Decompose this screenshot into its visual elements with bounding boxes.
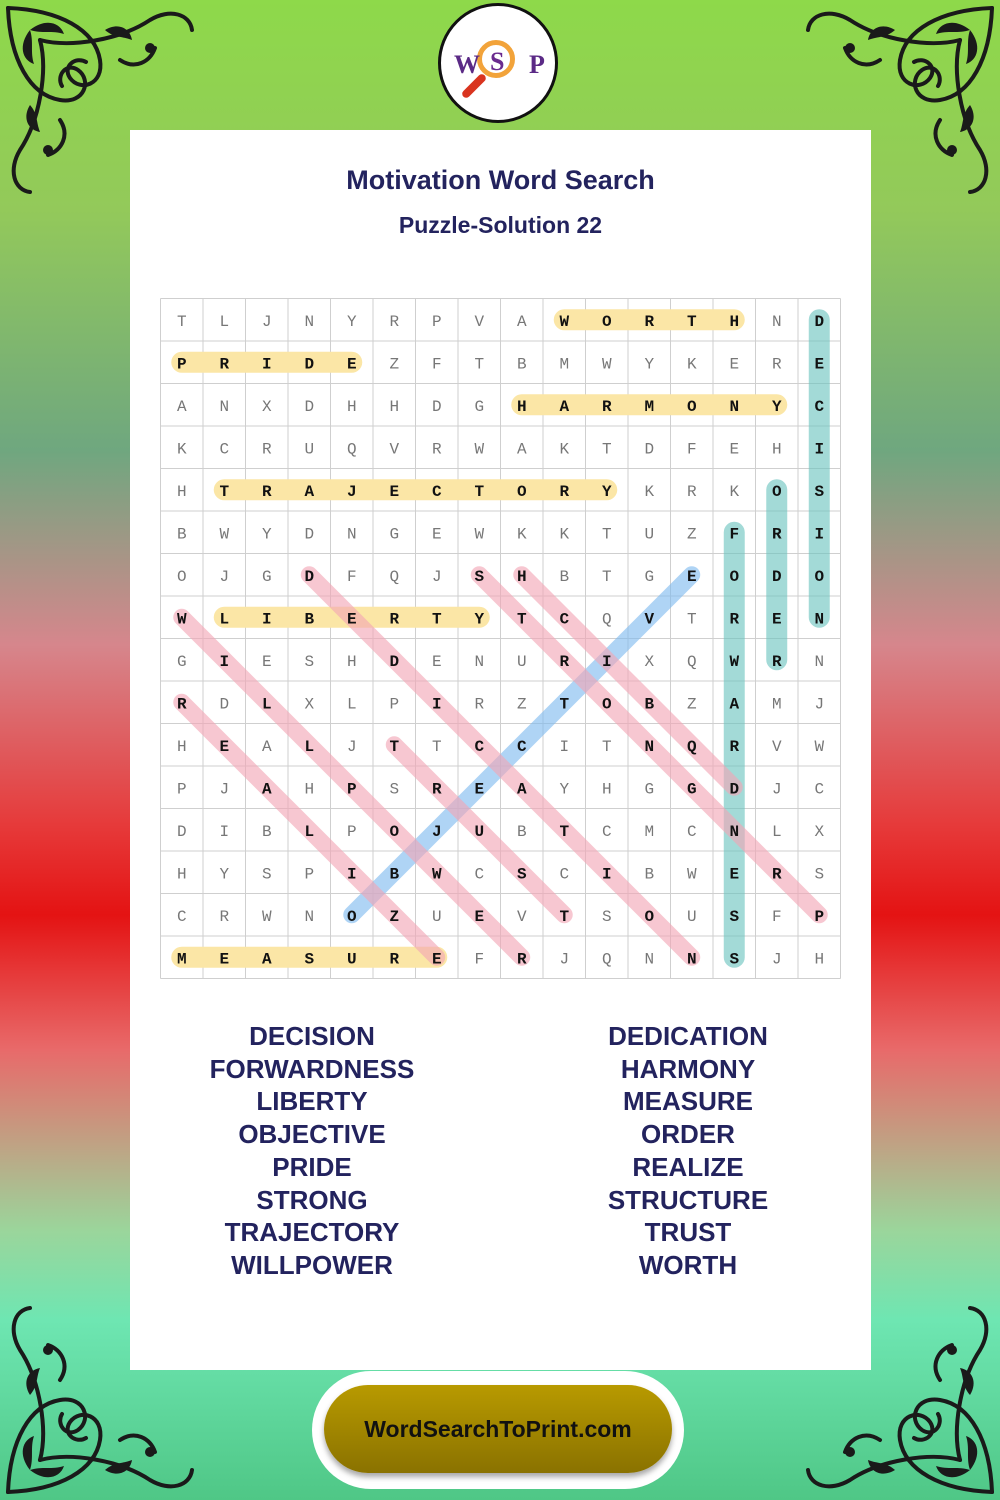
grid-cell-letter: E [771, 610, 782, 629]
grid-cell-letter: Z [516, 695, 527, 714]
grid-cell-letter: Q [601, 950, 612, 969]
grid-cell-letter: Y [346, 312, 357, 331]
grid-cell-letter: I [814, 525, 825, 544]
grid-cell-letter: N [771, 312, 782, 331]
grid-cell-letter: O [516, 482, 527, 501]
grid-cell-letter: Z [389, 355, 400, 374]
grid-cell-letter: G [176, 652, 187, 671]
grid-cell-letter: H [346, 397, 357, 416]
grid-cell-letter: X [261, 397, 272, 416]
grid-cell-letter: W [474, 440, 485, 459]
grid-cell-letter: R [261, 482, 272, 501]
grid-cell-letter: W [474, 525, 485, 544]
grid-cell-letter: T [559, 822, 570, 841]
grid-cell-letter: R [686, 482, 697, 501]
grid-cell-letter: E [431, 525, 442, 544]
grid-cell-letter: B [559, 567, 570, 586]
grid-cell-letter: F [771, 907, 782, 926]
grid-cell-letter: Z [389, 907, 400, 926]
grid-cell-letter: S [389, 780, 400, 799]
grid-cell-letter: O [346, 907, 357, 926]
logo-letter-w: W [454, 50, 480, 79]
grid-cell-letter: H [729, 312, 740, 331]
grid-cell-letter: P [176, 355, 187, 374]
grid-cell-letter: N [644, 737, 655, 756]
grid-cell-letter: T [559, 907, 570, 926]
grid-cell-letter: E [729, 865, 740, 884]
wsp-logo [438, 3, 558, 123]
grid-cell-letter: M [644, 822, 655, 841]
grid-cell-letter: T [559, 695, 570, 714]
word-list-left-item: FORWARDNESS [209, 1053, 415, 1084]
grid-cell-letter: J [219, 567, 230, 586]
grid-cell-letter: P [389, 695, 400, 714]
grid-cell-letter: A [261, 737, 272, 756]
grid-cell-letter: I [219, 652, 230, 671]
word-list-left-item: TRAJECTORY [224, 1217, 400, 1248]
grid-cell-letter: S [814, 482, 825, 501]
grid-cell-letter: S [814, 865, 825, 884]
grid-cell-letter: N [474, 652, 485, 671]
grid-cell-letter: T [516, 610, 527, 629]
grid-cell-letter: U [686, 907, 697, 926]
grid-cell-letter: R [261, 440, 272, 459]
grid-cell-letter: R [516, 950, 527, 969]
word-list-right-item: HARMONY [620, 1053, 756, 1084]
grid-cell-letter: D [644, 440, 655, 459]
grid-cell-letter: P [346, 780, 357, 799]
grid-cell-letter: B [304, 610, 315, 629]
grid-cell-letter: N [219, 397, 230, 416]
grid-cell-letter: V [771, 737, 782, 756]
grid-cell-letter: S [474, 567, 485, 586]
word-list-right-item: ORDER [641, 1119, 735, 1150]
grid-cell-letter: R [771, 355, 782, 374]
grid-cell-letter: R [559, 652, 570, 671]
grid-cell-letter: I [431, 695, 442, 714]
grid-cell-letter: P [176, 780, 187, 799]
grid-cell-letter: X [304, 695, 315, 714]
grid-cell-letter: S [516, 865, 527, 884]
grid-cell-letter: E [474, 780, 485, 799]
grid-cell-letter: E [346, 610, 357, 629]
grid-cell-letter: D [814, 312, 825, 331]
grid-cell-letter: W [686, 865, 697, 884]
grid-cell-letter: L [219, 610, 230, 629]
grid-cell-letter: M [644, 397, 655, 416]
grid-cell-letter: H [176, 865, 187, 884]
grid-cell-letter: C [474, 737, 485, 756]
grid-cell-letter: A [176, 397, 187, 416]
grid-cell-letter: B [516, 355, 527, 374]
grid-cell-letter: R [771, 652, 782, 671]
grid-cell-letter: N [644, 950, 655, 969]
grid-cell-letter: T [431, 737, 442, 756]
grid-cell-letter: E [346, 355, 357, 374]
grid-cell-letter: H [516, 567, 527, 586]
grid-cell-letter: H [389, 397, 400, 416]
grid-cell-letter: B [261, 822, 272, 841]
grid-cell-letter: J [431, 822, 442, 841]
grid-cell-letter: P [304, 865, 315, 884]
grid-cell-letter: L [346, 695, 357, 714]
page-subtitle: Puzzle-Solution 22 [398, 212, 603, 238]
grid-cell-letter: M [771, 695, 782, 714]
grid-cell-letter: N [686, 950, 697, 969]
grid-cell-letter: A [559, 397, 570, 416]
grid-cell-letter: J [346, 482, 357, 501]
grid-cell-letter: R [176, 695, 187, 714]
grid-cell-letter: E [729, 440, 740, 459]
grid-cell-letter: C [516, 737, 527, 756]
grid-cell-letter: D [431, 397, 442, 416]
grid-cell-letter: O [176, 567, 187, 586]
website-link-pill[interactable] [324, 1385, 672, 1473]
grid-cell-letter: E [261, 652, 272, 671]
grid-cell-letter: Y [559, 780, 570, 799]
grid-cell-letter: H [346, 652, 357, 671]
grid-cell-letter: R [389, 312, 400, 331]
grid-cell-letter: O [729, 567, 740, 586]
grid-cell-letter: L [771, 822, 782, 841]
grid-cell-letter: D [304, 355, 315, 374]
grid-cell-letter: N [729, 397, 740, 416]
grid-cell-letter: R [431, 780, 442, 799]
grid-cell-letter: W [601, 355, 612, 374]
grid-cell-letter: G [644, 567, 655, 586]
word-search-grid [160, 298, 841, 979]
grid-cell-letter: T [389, 737, 400, 756]
grid-cell-letter: U [644, 525, 655, 544]
word-list-right-item: STRUCTURE [607, 1184, 769, 1215]
grid-cell-letter: R [389, 610, 400, 629]
grid-cell-letter: S [304, 950, 315, 969]
grid-cell-letter: I [261, 610, 272, 629]
grid-cell-letter: J [346, 737, 357, 756]
grid-cell-letter: O [686, 397, 697, 416]
grid-cell-letter: A [516, 312, 527, 331]
grid-cell-letter: E [219, 737, 230, 756]
grid-cell-letter: O [644, 907, 655, 926]
grid-cell-letter: L [261, 695, 272, 714]
grid-cell-letter: D [304, 567, 315, 586]
grid-cell-letter: E [474, 907, 485, 926]
grid-cell-letter: U [474, 822, 485, 841]
grid-cell-letter: W [176, 610, 187, 629]
grid-cell-letter: L [304, 822, 315, 841]
grid-cell-letter: H [176, 482, 187, 501]
grid-cell-letter: F [346, 567, 357, 586]
grid-cell-letter: T [219, 482, 230, 501]
grid-cell-letter: C [814, 780, 825, 799]
grid-cell-letter: H [516, 397, 527, 416]
grid-cell-letter: T [601, 440, 612, 459]
grid-cell-letter: V [474, 312, 485, 331]
grid-cell-letter: T [601, 567, 612, 586]
grid-cell-letter: B [516, 822, 527, 841]
grid-cell-letter: T [431, 610, 442, 629]
grid-cell-letter: G [389, 525, 400, 544]
grid-cell-letter: C [176, 907, 187, 926]
grid-cell-letter: A [261, 950, 272, 969]
grid-cell-letter: J [261, 312, 272, 331]
grid-cell-letter: E [389, 482, 400, 501]
grid-cell-letter: Y [219, 865, 230, 884]
grid-cell-letter: T [176, 312, 187, 331]
grid-cell-letter: Q [601, 610, 612, 629]
grid-cell-letter: S [261, 865, 272, 884]
grid-cell-letter: H [176, 737, 187, 756]
grid-cell-letter: C [686, 822, 697, 841]
grid-cell-letter: B [389, 865, 400, 884]
grid-cell-letter: N [304, 312, 315, 331]
grid-cell-letter: O [814, 567, 825, 586]
grid-cell-letter: I [346, 865, 357, 884]
grid-cell-letter: R [431, 440, 442, 459]
grid-cell-letter: D [771, 567, 782, 586]
grid-cell-letter: B [644, 695, 655, 714]
logo-letter-p: P [529, 50, 545, 79]
grid-cell-letter: I [559, 737, 570, 756]
grid-cell-letter: P [431, 312, 442, 331]
grid-cell-letter: W [431, 865, 442, 884]
word-list-left-item: DECISION [249, 1021, 375, 1051]
grid-cell-letter: A [304, 482, 315, 501]
grid-cell-letter: K [516, 525, 527, 544]
grid-cell-letter: U [431, 907, 442, 926]
grid-cell-letter: Y [474, 610, 485, 629]
grid-cell-letter: B [176, 525, 187, 544]
grid-cell-letter: W [729, 652, 740, 671]
grid-cell-letter: J [814, 695, 825, 714]
grid-cell-letter: V [644, 610, 655, 629]
grid-cell-letter: D [729, 780, 740, 799]
grid-cell-letter: J [559, 950, 570, 969]
word-list-left-item: PRIDE [272, 1151, 352, 1182]
grid-cell-letter: F [474, 950, 485, 969]
grid-cell-letter: A [516, 440, 527, 459]
grid-cell-letter: C [601, 822, 612, 841]
grid-cell-letter: E [686, 567, 697, 586]
grid-cell-letter: E [729, 355, 740, 374]
grid-cell-letter: P [346, 822, 357, 841]
grid-cell-letter: C [559, 865, 570, 884]
grid-cell-letter: R [601, 397, 612, 416]
grid-cell-letter: A [261, 780, 272, 799]
grid-cell-letter: I [261, 355, 272, 374]
grid-cell-letter: X [814, 822, 825, 841]
grid-cell-letter: S [729, 907, 740, 926]
grid-cell-letter: Q [389, 567, 400, 586]
grid-cell-letter: Y [771, 397, 782, 416]
word-list-left-item: WILLPOWER [231, 1249, 393, 1280]
grid-cell-letter: S [601, 907, 612, 926]
grid-cell-letter: C [431, 482, 442, 501]
grid-cell-letter: U [516, 652, 527, 671]
grid-cell-letter: Y [644, 355, 655, 374]
grid-cell-letter: O [601, 695, 612, 714]
grid-cell-letter: R [559, 482, 570, 501]
grid-cell-letter: E [219, 950, 230, 969]
grid-cell-letter: I [601, 652, 612, 671]
grid-cell-letter: A [516, 780, 527, 799]
grid-cell-letter: H [304, 780, 315, 799]
grid-cell-letter: G [474, 397, 485, 416]
grid-cell-letter: N [729, 822, 740, 841]
word-list-right-item: MEASURE [622, 1086, 753, 1117]
grid-cell-letter: D [304, 525, 315, 544]
grid-cell-letter: P [814, 907, 825, 926]
grid-cell-letter: N [346, 525, 357, 544]
grid-cell-letter: Q [686, 737, 697, 756]
grid-cell-letter: R [219, 907, 230, 926]
word-list-right-item: REALIZE [632, 1151, 744, 1182]
grid-cell-letter: V [516, 907, 527, 926]
grid-cell-letter: H [771, 440, 782, 459]
grid-cell-letter: V [389, 440, 400, 459]
grid-cell-letter: K [686, 355, 697, 374]
grid-cell-letter: K [559, 440, 570, 459]
grid-cell-letter: D [389, 652, 400, 671]
grid-cell-letter: N [814, 652, 825, 671]
grid-cell-letter: U [346, 950, 357, 969]
grid-cell-letter: O [771, 482, 782, 501]
grid-cell-letter: D [304, 397, 315, 416]
grid-cell-letter: C [559, 610, 570, 629]
grid-cell-letter: W [559, 312, 570, 331]
grid-cell-letter: Z [686, 525, 697, 544]
grid-cell-letter: E [814, 355, 825, 374]
grid-cell-letter: M [176, 950, 187, 969]
word-list-right [498, 1020, 878, 1282]
grid-cell-letter: K [644, 482, 655, 501]
grid-cell-letter: R [389, 950, 400, 969]
grid-cell-letter: X [644, 652, 655, 671]
grid-cell-letter: K [559, 525, 570, 544]
website-link-button[interactable] [312, 1371, 684, 1489]
grid-cell-letter: R [729, 737, 740, 756]
grid-cell-letter: E [431, 950, 442, 969]
grid-cell-letter: L [304, 737, 315, 756]
grid-cell-letter: Z [686, 695, 697, 714]
grid-cell-letter: T [686, 312, 697, 331]
grid-cell-letter: I [601, 865, 612, 884]
grid-cell-letter: J [431, 567, 442, 586]
grid-cell-letter: C [474, 865, 485, 884]
grid-cell-letter: Y [601, 482, 612, 501]
grid-cell-letter: N [304, 907, 315, 926]
grid-cell-letter: H [814, 950, 825, 969]
grid-cell-letter: B [644, 865, 655, 884]
grid-cell-letter: K [729, 482, 740, 501]
word-list-right-item: TRUST [644, 1217, 732, 1248]
grid-cell-letter: W [261, 907, 272, 926]
grid-cell-letter: R [729, 610, 740, 629]
grid-cell-letter: W [814, 737, 825, 756]
grid-cell-letter: R [771, 865, 782, 884]
grid-cell-letter: K [176, 440, 187, 459]
grid-cell-letter: M [559, 355, 570, 374]
grid-cell-letter: G [261, 567, 272, 586]
grid-cell-letter: F [686, 440, 697, 459]
grid-cell-letter: W [219, 525, 230, 544]
grid-cell-letter: D [219, 695, 230, 714]
grid-cell-letter: N [814, 610, 825, 629]
word-list-left-item: STRONG [256, 1184, 368, 1215]
grid-cell-letter: J [219, 780, 230, 799]
grid-cell-letter: U [304, 440, 315, 459]
grid-cell-letter: R [474, 695, 485, 714]
grid-cell-letter: D [176, 822, 187, 841]
grid-cell-letter: G [644, 780, 655, 799]
grid-cell-letter: S [304, 652, 315, 671]
grid-cell-letter: T [474, 482, 485, 501]
grid-cell-letter: T [601, 525, 612, 544]
grid-cell-letter: L [219, 312, 230, 331]
grid-cell-letter: H [601, 780, 612, 799]
grid-cell-letter: R [771, 525, 782, 544]
grid-cell-letter: F [729, 525, 740, 544]
grid-cell-letter: Q [686, 652, 697, 671]
grid-cell-letter: G [686, 780, 697, 799]
grid-cell-letter: R [644, 312, 655, 331]
grid-cell-letter: O [389, 822, 400, 841]
website-link-label: WordSearchToPrint.com [364, 1415, 632, 1442]
grid-cell-letter: E [431, 652, 442, 671]
grid-cell-letter: T [474, 355, 485, 374]
puzzle-panel [130, 130, 871, 1370]
grid-cell-letter: C [814, 397, 825, 416]
word-list-right-item: DEDICATION [608, 1021, 768, 1051]
grid-cell-letter: I [219, 822, 230, 841]
grid-cell-letter: J [771, 780, 782, 799]
grid-cell-letter: C [219, 440, 230, 459]
grid-cell-letter: O [601, 312, 612, 331]
word-list-left-item: LIBERTY [256, 1086, 368, 1117]
word-list-left-item: OBJECTIVE [238, 1119, 386, 1150]
grid-cell-letter: A [729, 695, 740, 714]
grid-cell-letter: F [431, 355, 442, 374]
grid-cell-letter: T [686, 610, 697, 629]
grid-cell-letter: S [729, 950, 740, 969]
grid-cell-letter: Y [261, 525, 272, 544]
grid-cell-letter: I [814, 440, 825, 459]
grid-cell-letter: T [601, 737, 612, 756]
grid-cell-letter: J [771, 950, 782, 969]
grid-cell-letter: R [219, 355, 230, 374]
grid-cell-letter: Q [346, 440, 357, 459]
word-list-left [122, 1020, 502, 1282]
word-list-right-item: WORTH [638, 1249, 738, 1280]
logo-letter-s: S [490, 47, 505, 76]
page-title: Motivation Word Search [346, 165, 655, 195]
